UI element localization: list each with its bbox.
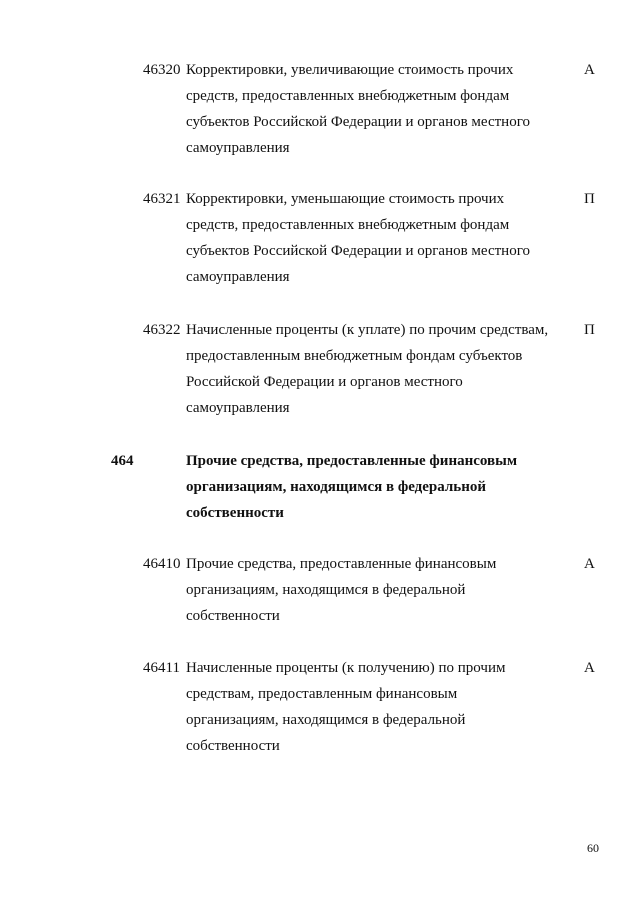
account-name-line: субъектов Российской Федерации и органов местного [186, 243, 530, 259]
account-name [186, 551, 496, 629]
account-name [186, 186, 530, 290]
account-name-line: Корректировки, уменьшающие стоимость прочих [186, 191, 505, 207]
page-number: 60 [587, 841, 599, 855]
account-name-line: Корректировки, увеличивающие стоимость прочих [186, 62, 514, 78]
account-name-line: организациям, находящимся в федеральной [186, 582, 466, 598]
account-name-line: Прочие средства, предоставленные финансовым [186, 556, 497, 572]
account-name [186, 655, 505, 759]
account-name [186, 57, 530, 161]
account-name-line: средств, предоставленных внебюджетным фондам [186, 217, 510, 233]
account-group-name [186, 448, 517, 526]
account-name-line: Начисленные проценты (к уплате) по прочим средствам, [186, 322, 549, 338]
account-type: А [584, 556, 595, 572]
account-code: 46322 [143, 322, 181, 338]
account-code: 46411 [143, 660, 180, 676]
account-name-line: средств, предоставленных внебюджетным фондам [186, 88, 510, 104]
account-code: 46410 [143, 556, 181, 572]
account-name-line: Начисленные проценты (к получению) по прочим [186, 660, 506, 676]
account-name-line: субъектов Российской Федерации и органов местного [186, 114, 530, 130]
account-name-line: Российской Федерации и органов местного [186, 374, 463, 390]
account-name-line: собственности [186, 608, 280, 624]
account-type: А [584, 660, 595, 676]
account-name-line: самоуправления [186, 269, 290, 285]
account-type: П [584, 322, 595, 338]
account-name-line: самоуправления [186, 140, 290, 156]
account-name-line: Прочие средства, предоставленные финансовым [186, 453, 518, 469]
account-name-line: собственности [186, 505, 284, 521]
account-code: 46321 [143, 191, 181, 207]
account-type: А [584, 62, 595, 78]
account-group-code: 464 [111, 453, 134, 469]
account-code: 46320 [143, 62, 181, 78]
account-type: П [584, 191, 595, 207]
account-name-line: самоуправления [186, 400, 290, 416]
account-name [186, 317, 548, 421]
account-name-line: собственности [186, 738, 280, 754]
account-name-line: средствам, предоставленным финансовым [186, 686, 458, 702]
account-name-line: предоставленным внебюджетным фондам субъектов [186, 348, 523, 364]
account-name-line: организациям, находящимся в федеральной [186, 712, 466, 728]
account-name-line: организациям, находящимся в федеральной [186, 479, 487, 495]
